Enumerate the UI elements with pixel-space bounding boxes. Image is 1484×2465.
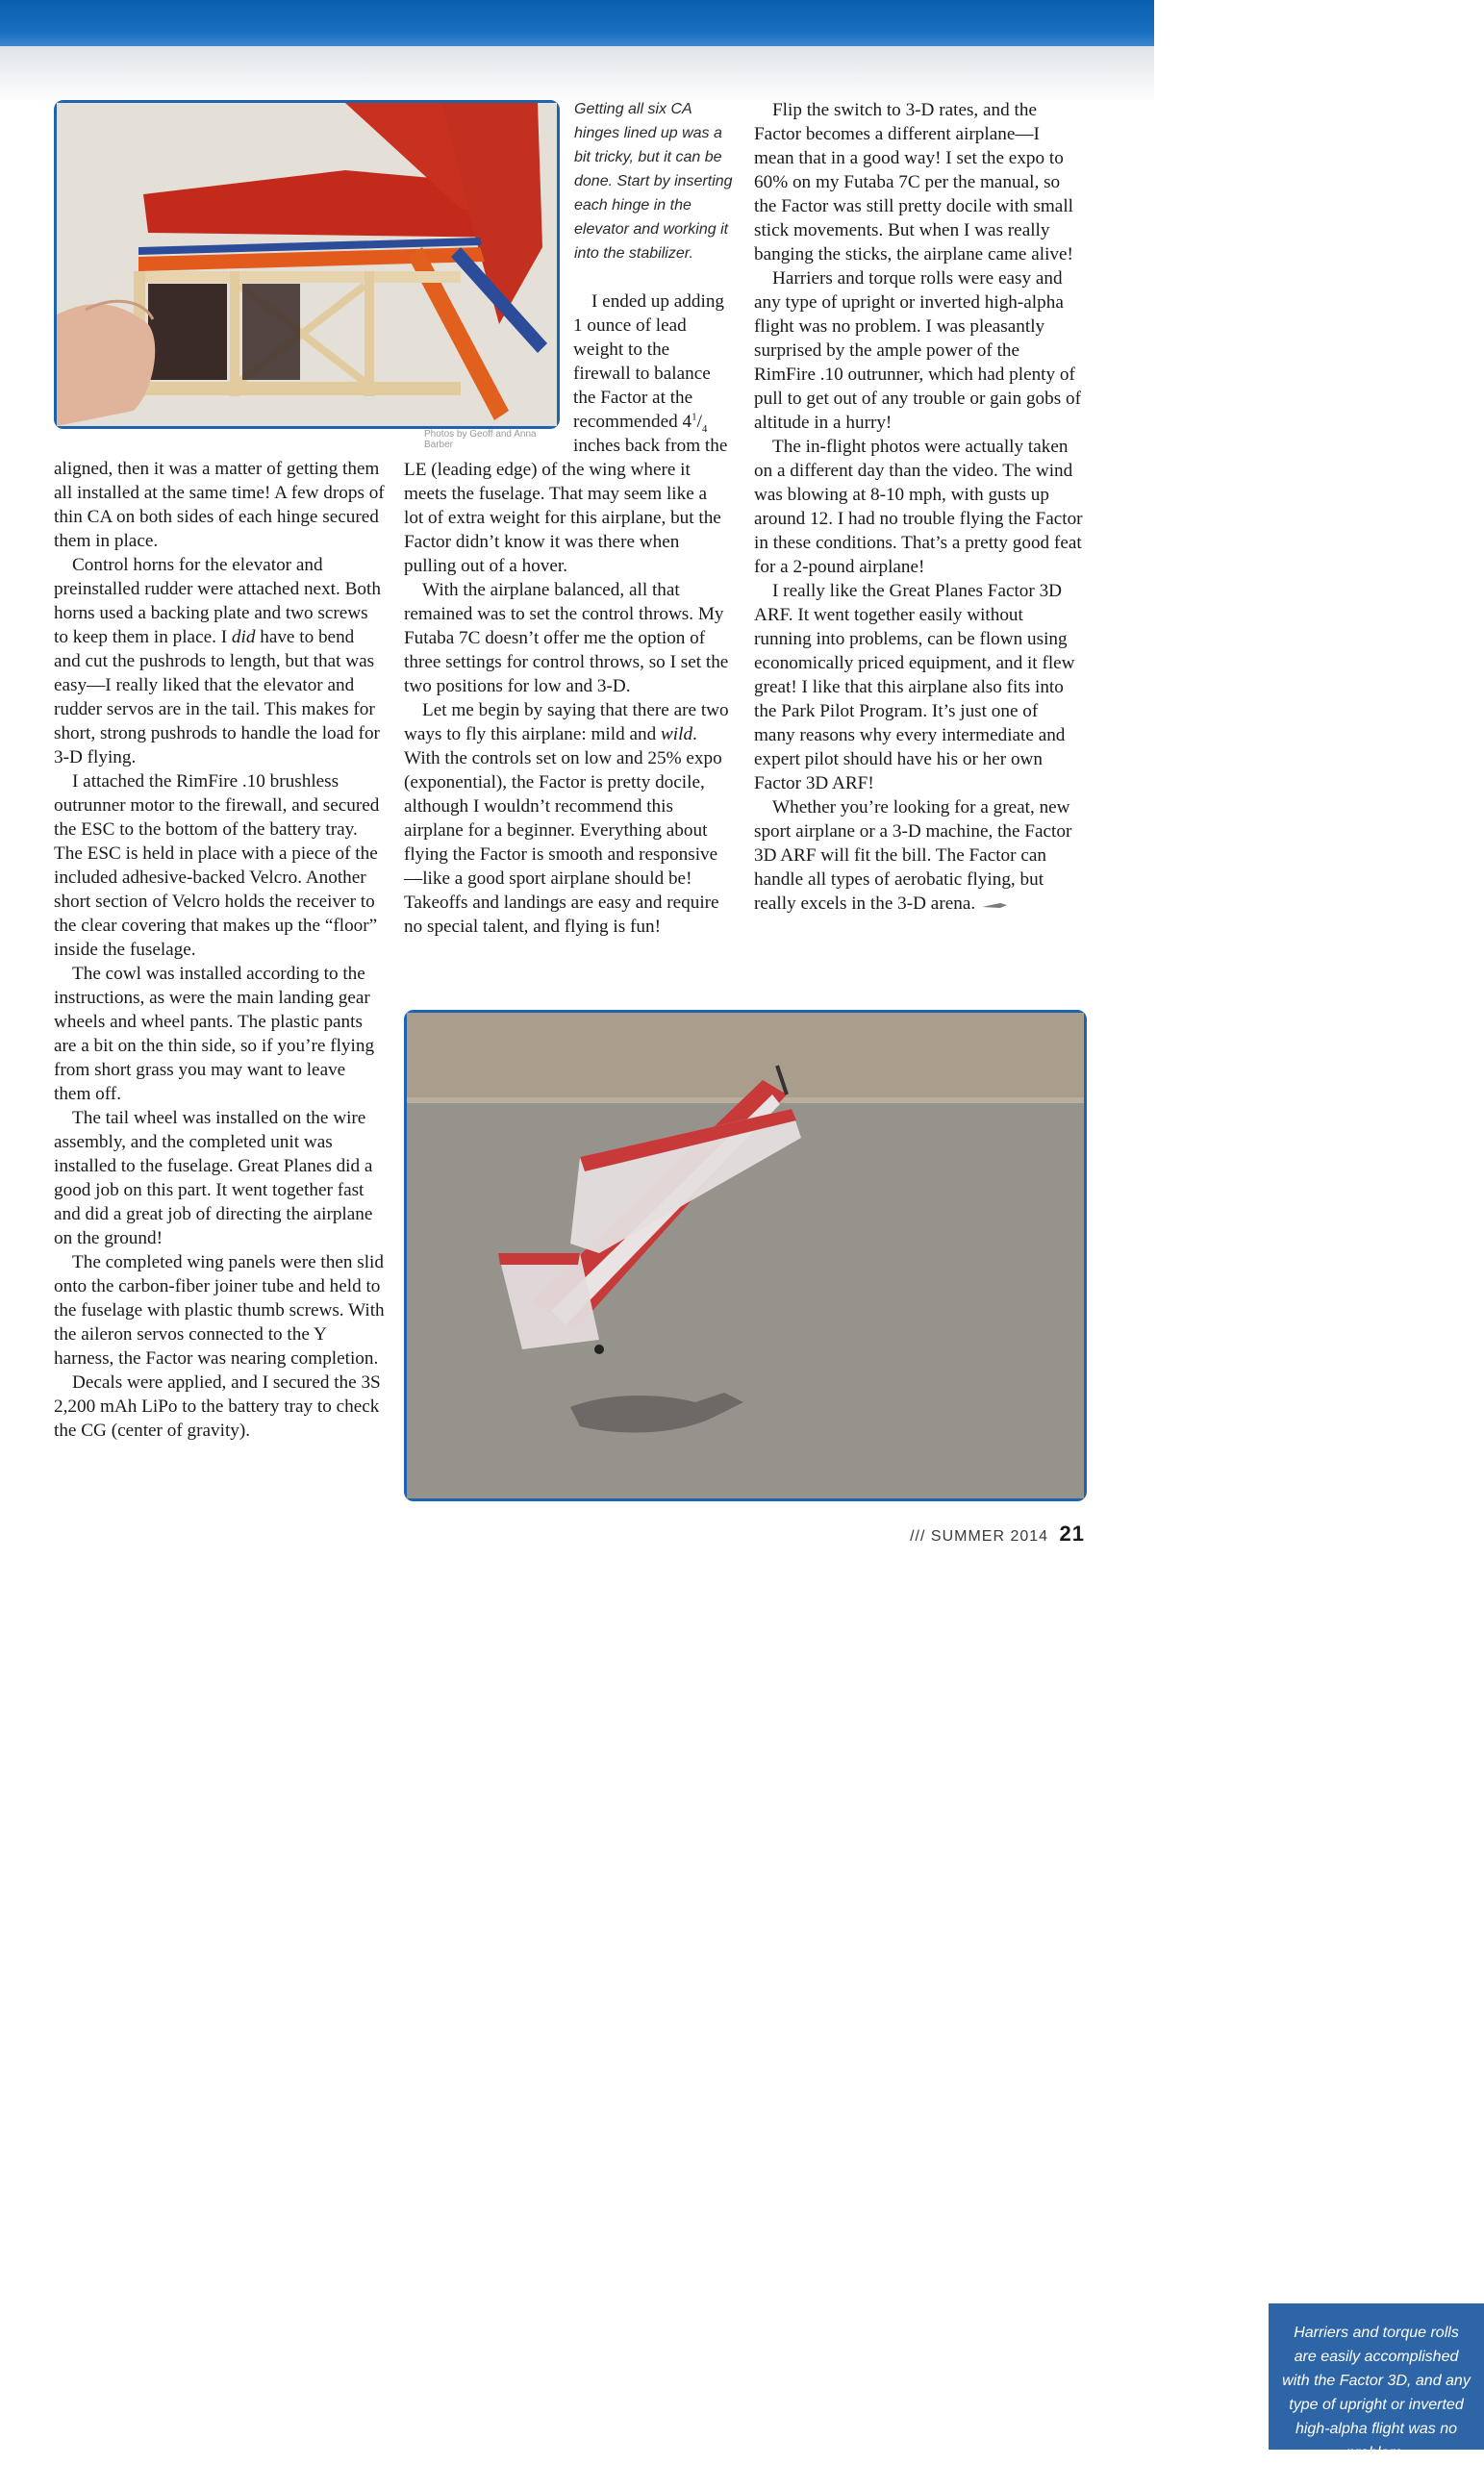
paragraph: The in-flight photos were actually taken on a different day than the video. The wind was blowing at 8-10 mph, with gusts up around 12. I had no trouble flying the Factor in these conditions. That’s a pretty good feat for a 2-pound airplane! <box>754 437 1083 577</box>
folio-slashes: /// <box>910 1528 926 1545</box>
end-mark-icon <box>981 900 1008 910</box>
header-fade <box>0 46 1154 104</box>
page-number: 21 <box>1059 1522 1085 1546</box>
article-column-3 <box>754 98 1083 916</box>
caption-tail-hinges: Getting all six CA hinges lined up was a bit tricky, but it can be done. Start by inserting each hinge in the elevator and working it into the stabilizer. <box>574 101 733 262</box>
article-column-1 <box>54 457 385 1443</box>
hover-photo-illustration <box>407 1013 1084 1498</box>
paragraph: Control horns for the elevator and preinstalled rudder were attached next. Both horns used a backing plate and two screws to keep them in place. I did have to bend and cut the pushrods to length, but that was easy—I really liked that the elevator and rudder servos are in the tail. This makes for short, strong pushrods to handle the load for 3-D flying. <box>54 555 381 767</box>
paragraph: I attached the RimFire .10 brushless outrunner motor to the firewall, and secured the ESC to the bottom of the battery tray. The ESC is held in place with a piece of the included adhesive-backed Velcro. Another short section of Velcro holds the receiver to the clear covering that makes up the “floor” inside the fuselage. <box>54 771 380 960</box>
paragraph: The cowl was installed according to the instructions, as were the main landing gear wheels and wheel pants. The plastic pants are a bit on the thin side, so if you’re flying from short grass you may want to leave them off. <box>54 964 375 1104</box>
photo-credit: Photos by Geoff and Anna Barber <box>424 429 537 450</box>
header-band <box>0 0 1154 46</box>
paragraph: I ended up adding 1 ounce of lead weight to the firewall to balance the Factor at the recommended $4^1/_4$ inches back from the LE (leading edge) of the wing where it meets the fuselage. That may seem like a lot of extra weight for this airplane, but the Factor didn’t know it was there when pulling out of a hover. <box>404 291 728 576</box>
issue-label: SUMMER 2014 <box>930 1528 1049 1545</box>
paragraph: The completed wing panels were then slid onto the carbon-fiber joiner tube and held to the fuselage with plastic thumb screws. With the aileron servos connected to the Y harness, the Factor was nearing completion. <box>54 1252 385 1369</box>
paragraph: Harriers and torque rolls were easy and any type of upright or inverted high-alpha flight was no problem. I was pleasantly surprised by the ample power of the RimFire .10 outrunner, which had plenty of pull to get out of any trouble or gain gobs of altitude in a hurry! <box>754 268 1081 433</box>
paragraph: With the airplane balanced, all that remained was to set the control throws. My Futaba 7C doesn’t offer me the option of three settings for control throws, so I set the two positions for low and 3-D. <box>404 580 729 696</box>
paragraph: Decals were applied, and I secured the 3S 2,200 mAh LiPo to the battery tray to check the CG (center of gravity). <box>54 1372 381 1441</box>
page-folio <box>910 1522 1085 1547</box>
paragraph: Whether you’re looking for a great, new sport airplane or a 3-D machine, the Factor 3D ARF will fit the bill. The Factor can handle all types of aerobatic flying, but really excels in the 3-D arena. <box>754 797 1072 914</box>
paragraph: Flip the switch to 3-D rates, and the Factor becomes a different airplane—I mean that in a good way! I set the expo to 60% on my Futaba 7C per the manual, so the Factor was still pretty docile with small stick movements. But when I was really banging the sticks, the airplane came alive! <box>754 100 1073 264</box>
paragraph: aligned, then it was a matter of getting them all installed at the same time! A few drops of thin CA on both sides of each hinge secured them in place. <box>54 459 385 551</box>
article-column-2 <box>404 289 731 939</box>
paragraph: The tail wheel was installed on the wire assembly, and the completed unit was installed to the fuselage. Great Planes did a good job on this part. It went together fast and did a great job of directing the airplane on the ground! <box>54 1108 373 1248</box>
paragraph: Let me begin by saying that there are two ways to fly this airplane: mild and wild. With the controls set on low and 25% expo (exponential), the Factor is pretty docile, although I wouldn’t recommend this airplane for a beginner. Everything about flying the Factor is smooth and responsive—like a good sport airplane should be! Takeoffs and landings are easy and require no special talent, and flying is fun! <box>404 700 729 937</box>
caption-factor-hover: Harriers and torque rolls are easily accomplished with the Factor 3D, and any type of upright or inverted high-alpha flight was no problem. <box>1269 2303 1484 2450</box>
paragraph: I really like the Great Planes Factor 3D ARF. It went together easily without running into problems, can be flown using economically priced equipment, and it flew great! I like that this airplane also fits into the Park Pilot Program. It’s just one of many reasons why every intermediate and expert pilot should have his or her own Factor 3D ARF! <box>754 581 1075 793</box>
